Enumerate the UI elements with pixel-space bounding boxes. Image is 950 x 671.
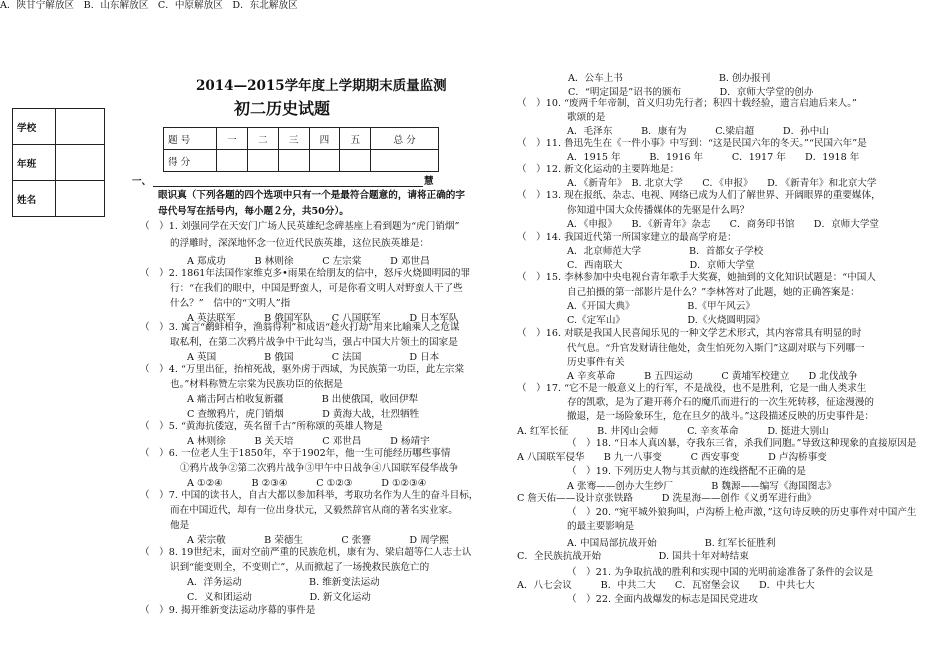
- question-line: A 辛亥革命 B 五四运动 C 黄埔军校建立 D 北伐战争: [567, 371, 858, 382]
- question-line: A 英法联军 B 俄国军队 C 八国联军 D 日本军队: [187, 313, 459, 324]
- question-line: （ ）2. 1861年法国作家维克多•雨果在给朋友的信中，怒斥火烧圆明园的罪: [140, 268, 471, 279]
- question-line: A．八七会议 B．中共二大 C．瓦窑堡会议 D．中共七大: [517, 580, 815, 591]
- question-line: 代气息。“升官发财请往他处，贪生怕死勿入斯门”这副对联与下列哪一: [567, 343, 865, 354]
- question-line: C．“明定国是”诏书的颁布 D．京师大学堂的创办: [568, 87, 814, 98]
- question-line: A．北京师范大学 B．首都女子学校: [567, 246, 764, 257]
- score-cell[interactable]: [217, 150, 248, 172]
- question-line: A．公车上书 B. 创办报刊: [568, 73, 771, 84]
- question-line: A 林则徐 B 关天培 C 邓世昌 D 杨靖宇: [187, 436, 430, 447]
- question-line: C．西南联大 D．京师大学堂: [567, 260, 755, 271]
- question-line: （ ）18. “日本人真凶暴，夺我东三省，杀我们同胞。”导致这种现象的直接原因是: [567, 438, 917, 449]
- question-line: A.《开国大典》 B.《甲午风云》: [567, 301, 755, 312]
- question-line: 取私利，在第二次鸦片战争中干此勾当，强占中国大片领土的国家是: [170, 337, 458, 348]
- question-line: A 郑成功 B 林则徐 C 左宗棠 D 邓世昌: [187, 256, 430, 267]
- question-line: 的浮雕时，深深地怀念一位近代民族英雄，这位民族英雄是：: [170, 238, 430, 249]
- info-row: [13, 181, 105, 217]
- question-line: A．《申报》 B．《新青年》杂志 C．商务印书馆 D．京师大学堂: [567, 219, 880, 230]
- question-line: 他是: [170, 520, 190, 531]
- question-line: A 英国 B 俄国 C 法国 D 日本: [187, 352, 440, 363]
- score-header-cell: 总 分: [371, 128, 439, 150]
- section-number: 一、: [132, 176, 152, 187]
- question-line: 而在中国近代，却有一位出身状元，又毅然辞官从商的著名实业家。: [170, 505, 458, 516]
- question-line: （ ）22. 全面内战爆发的标志是国民党进攻: [567, 594, 758, 605]
- score-header-cell: 题 号: [164, 128, 217, 150]
- school-field[interactable]: [56, 109, 105, 145]
- question-line: （ ）6. 一位老人生于1850年，卒于1902年，他一生可能经历哪些事情: [140, 448, 451, 459]
- score-row-label: 得 分: [164, 150, 217, 172]
- question-line: A 张骞——创办大生纱厂 B 魏源——编写《海国图志》: [567, 481, 837, 492]
- question-line: A．洋务运动 B. 维新变法运动: [187, 577, 380, 588]
- score-header-cell: 五: [340, 128, 371, 150]
- question-line: C．义和团运动 D. 新文化运动: [187, 592, 371, 603]
- question-line: A ①②④ B ②③④ C ①②③ D ①②③④: [187, 478, 427, 489]
- score-table: [163, 127, 439, 172]
- question-line: （ ）17. “它不是一般意义上的行军，不是战役，也不是胜利，它是一曲人类求生: [517, 383, 867, 394]
- question-line: A．陕甘宁解放区 B．山东解放区 C．中原解放区 D．东北解放区: [0, 0, 298, 11]
- score-cell[interactable]: [247, 150, 278, 172]
- info-label: 姓名: [13, 181, 56, 217]
- question-line: 识到“能变则全，不变则亡”，从而掀起了一场挽救民族危亡的: [170, 562, 430, 573]
- score-header-cell: 四: [309, 128, 340, 150]
- exam-title: 2014—2015学年度上学期期末质量监测: [196, 78, 447, 94]
- question-line: A 痛击阿古柏收复新疆 B 出使俄国，收回伊犁: [187, 394, 419, 405]
- question-line: （ ）11. 鲁迅先生在《一件小事》中写到：“这是民国六年的冬天。”“民国六年”是: [517, 138, 867, 149]
- question-line: （ ）13. 现在报纸、杂志、电视、网络已成为人们了解世界、开阔眼界的重要媒体，: [517, 190, 881, 201]
- question-line: 歌颂的是: [567, 112, 606, 123]
- section-tail: 慧: [424, 176, 434, 187]
- student-info-table: [12, 108, 105, 217]
- question-line: A. 中国局部抗战开始 B. 红军长征胜利: [567, 538, 776, 549]
- question-line: A 八国联军侵华 B 九一八事变 C 西安事变 D 卢沟桥事变: [517, 452, 827, 463]
- question-line: A 荣宗敬 B 荣德生 C 张謇 D 周学熙: [187, 535, 449, 546]
- question-line: C.《定军山》 D.《火烧圆明园》: [567, 315, 765, 326]
- score-header-cell: 二: [247, 128, 278, 150]
- question-line: A. 红军长征 B. 井冈山会师 C. 辛亥革命 D. 挺进大别山: [517, 426, 829, 437]
- section-underline: [153, 186, 423, 187]
- question-line: （ ）14. 我国近代第一所国家建立的最高学府是：: [517, 232, 737, 243]
- score-cell[interactable]: [309, 150, 340, 172]
- info-row: [13, 109, 105, 145]
- question-line: 存的凯歌，是为了避开蒋介石的魔爪而进行的一次生死转移，征途漫漫的: [567, 397, 874, 408]
- question-line: A．《新青年》 B. 北京大学 C．《申报》 D. 《新青年》和北京大学: [567, 178, 877, 189]
- question-line: （ ）4. “万里出征，抬棺死战，驱外虏于西域，为民族第一功臣，此左宗棠: [140, 364, 465, 375]
- question-line: （ ）10. “废两千年帝制，首义归功先行者；积四十载经验，遗言启迪后来人。”: [517, 98, 857, 109]
- question-line: （ ）19. 下列历史人物与其贡献的连线搭配不正确的是: [567, 466, 806, 477]
- question-line: 撤退，是一场险象环生，危在旦夕的战斗。”这段描述反映的历史事件是：: [567, 411, 875, 422]
- score-header-cell: 一: [217, 128, 248, 150]
- score-header-row: [164, 128, 439, 150]
- question-line: C 詹天佑——设计京张铁路 D 洗星海——创作《义勇军进行曲》: [517, 493, 817, 504]
- question-line: C 查缴鸦片，虎门销烟 D 黄海大战，壮烈牺牲: [187, 409, 420, 420]
- question-line: （ ）15. 李林参加中央电视台青年歌手大奖赛，她抽到的文化知识试题是：“中国人: [517, 272, 876, 283]
- score-cell[interactable]: [278, 150, 309, 172]
- class-field[interactable]: [56, 145, 105, 181]
- question-line: 行：“在我们的眼中，中国是野蛮人，可是你看文明人对野蛮人干了些: [170, 283, 463, 294]
- question-line: 自己拍摄的第一部影片是什么？”李林答对了此题，她的正确答案是：: [567, 287, 860, 298]
- question-line: （ ）7. 中国的读书人，自古大都以参加科举，考取功名作为人生的奋斗目标，: [140, 490, 479, 501]
- name-field[interactable]: [56, 181, 105, 217]
- info-row: [13, 145, 105, 181]
- score-header-cell: 三: [278, 128, 309, 150]
- question-line: C．全民族抗战开始 D. 国共十年对峙结束: [517, 551, 749, 562]
- question-line: A．1915 年 B．1916 年 C．1917 年 D．1918 年: [567, 152, 860, 163]
- section-instructions: 眼识真（下列各题的四个选项中只有一个是最符合题意的，请将正确的字: [158, 190, 465, 201]
- info-label: 年班: [13, 145, 56, 181]
- section-instructions: 母代号写在括号内，每小题２分，共50分）。: [158, 206, 349, 217]
- question-line: A．毛泽东 B．康有为 C.梁启超 D．孙中山: [567, 126, 829, 137]
- question-line: （ ）3. 寓言“鹬蚌相争，渔翁得利”和成语“趁火打劫”用来比喻乘人之危谋: [140, 322, 460, 333]
- question-line: （ ）5. “黄海抗倭寇，英名留千古”所称颂的英雄人物是: [140, 421, 383, 432]
- question-line: ①鸦片战争②第二次鸦片战争③甲午中日战争④八国联军侵华战争: [180, 463, 459, 474]
- score-value-row: [164, 150, 439, 172]
- info-label: 学校: [13, 109, 56, 145]
- score-cell[interactable]: [340, 150, 371, 172]
- question-line: 的最主要影响是: [567, 521, 635, 532]
- question-line: （ ）20. “宛平城外狼狗叫，卢沟桥上枪声激，”这句诗反映的历史事件对中国产生: [567, 507, 917, 518]
- question-line: （ ）1. 刘强同学在天安门广场人民英雄纪念碑基座上看到题为“虎门销烟”: [140, 221, 460, 232]
- question-line: （ ）9. 揭开维新变法运动序幕的事件是: [140, 605, 316, 616]
- question-line: （ ）21. 为争取抗战的胜利和实现中国的光明前途准备了条件的会议是: [567, 567, 874, 578]
- question-line: （ ）16. 对联是我国人民喜闻乐见的一种文学艺术形式，其内容常具有明显的时: [517, 328, 862, 339]
- score-cell[interactable]: [371, 150, 439, 172]
- exam-subtitle: 初二历史试题: [234, 99, 331, 118]
- question-line: 什么？” 信中的“文明人”指: [170, 298, 291, 309]
- question-line: （ ）12. 新文化运动的主要阵地是：: [517, 164, 680, 175]
- question-line: 你知道中国大众传播媒体的先驱是什么吗？: [567, 205, 750, 216]
- question-line: 历史事件有关: [567, 357, 625, 368]
- question-line: （ ）8. 19世纪末，面对空前严重的民族危机，康有为、梁启超等仁人志士认: [140, 547, 472, 558]
- question-line: 也。”材料称赞左宗棠为民族功臣的依据是: [170, 379, 343, 390]
